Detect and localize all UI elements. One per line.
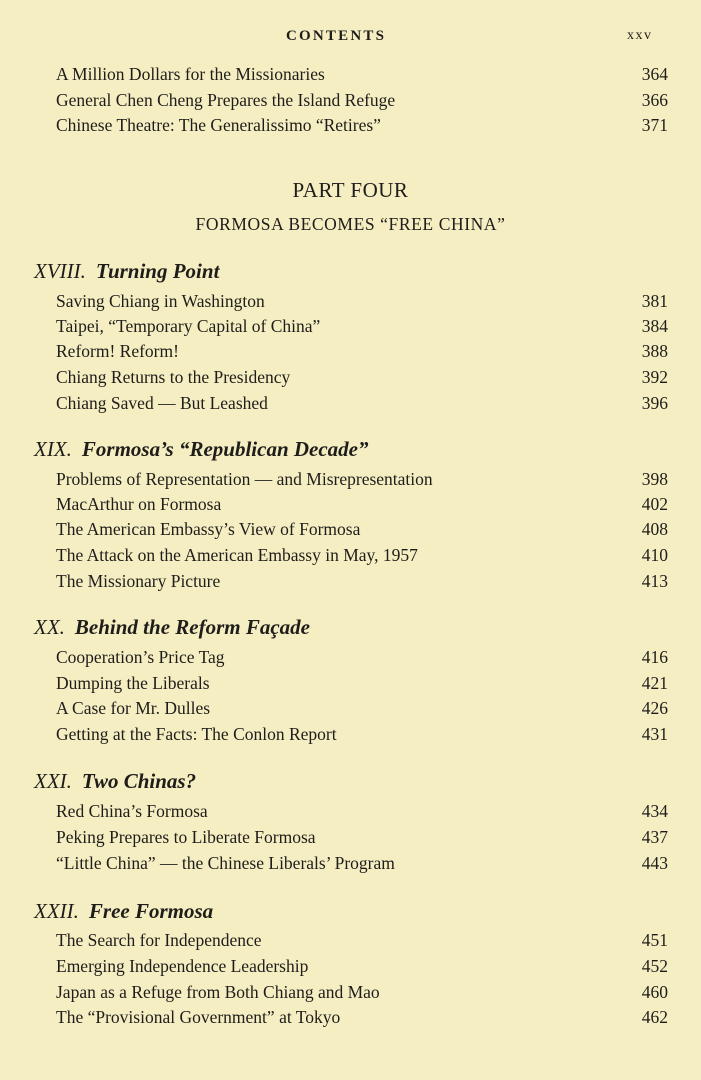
toc-entry-page: 388 (641, 341, 668, 361)
toc-entry-title: Chiang Returns to the Presidency (56, 367, 291, 387)
toc-entry-page: 462 (641, 1007, 668, 1027)
toc-entry-title: The American Embassy’s View of Formosa (56, 519, 361, 539)
toc-entry-title: Dumping the Liberals (56, 673, 210, 693)
toc-entry-title: The Missionary Picture (56, 571, 221, 591)
chapter-heading (34, 437, 369, 462)
toc-entry (56, 851, 668, 875)
chapter-name: Free Formosa (88, 899, 214, 923)
chapter-numeral: XXI. (34, 769, 72, 793)
toc-entry-page: 416 (641, 647, 668, 667)
chapter-heading (34, 769, 196, 794)
toc-entry-title: Problems of Representation — and Misrepresentation (56, 469, 433, 489)
toc-entry-page: 396 (641, 393, 668, 413)
toc-entry-page: 451 (641, 930, 668, 950)
toc-entry-page: 431 (641, 724, 668, 744)
running-head-title: CONTENTS (286, 28, 387, 44)
toc-entry-page: 437 (641, 827, 668, 847)
toc-entry-title: Reform! Reform! (56, 341, 179, 361)
toc-entry-page: 452 (641, 956, 668, 976)
running-head (0, 28, 701, 50)
toc-entry (56, 980, 668, 1004)
toc-entry-title: Chinese Theatre: The Generalissimo “Retires” (56, 115, 381, 135)
toc-entry-title: “Little China” — the Chinese Liberals’ Program (56, 853, 395, 873)
toc-entry-title: MacArthur on Formosa (56, 494, 222, 514)
chapter-name: Behind the Reform Façade (74, 615, 310, 639)
part-title: PART FOUR (292, 178, 409, 202)
toc-entry-page: 381 (641, 291, 668, 311)
toc-entry-page: 402 (641, 494, 668, 514)
toc-entry-page: 408 (641, 519, 668, 539)
toc-entry (56, 113, 668, 137)
toc-entry (56, 671, 668, 695)
toc-entry (56, 517, 668, 541)
toc-entry-page: 410 (641, 545, 668, 565)
toc-entry (56, 696, 668, 720)
toc-entry (56, 467, 668, 491)
toc-entry-title: The “Provisional Government” at Tokyo (56, 1007, 341, 1027)
toc-entry-title: Peking Prepares to Liberate Formosa (56, 827, 316, 847)
toc-entry-page: 443 (641, 853, 668, 873)
toc-entry-title: Taipei, “Temporary Capital of China” (56, 316, 321, 336)
chapter-name: Formosa’s “Republican Decade” (81, 437, 369, 461)
toc-entry (56, 339, 668, 363)
part-subtitle: FORMOSA BECOMES “FREE CHINA” (195, 214, 506, 234)
toc-entry (56, 645, 668, 669)
toc-entry (56, 799, 668, 823)
toc-entry (56, 1005, 668, 1029)
toc-entry-page: 460 (641, 982, 668, 1002)
toc-entry-title: Red China’s Formosa (56, 801, 208, 821)
toc-entry-page: 371 (641, 115, 668, 135)
chapter-numeral: XXII. (34, 899, 79, 923)
chapter-numeral: XVIII. (34, 259, 86, 283)
toc-entry-page: 398 (641, 469, 668, 489)
chapter-numeral: XIX. (34, 437, 72, 461)
toc-entry (56, 492, 668, 516)
running-head-page-number: xxv (627, 28, 653, 43)
toc-entry (56, 314, 668, 338)
toc-entry-page: 426 (641, 698, 668, 718)
toc-entry (56, 88, 668, 112)
toc-entry-page: 413 (641, 571, 668, 591)
toc-entry-title: A Million Dollars for the Missionaries (56, 64, 325, 84)
toc-entry (56, 928, 668, 952)
toc-entry-page: 384 (641, 316, 668, 336)
toc-entry (56, 365, 668, 389)
toc-entry-page: 366 (641, 90, 668, 110)
chapter-heading (34, 899, 213, 924)
chapter-heading (34, 259, 219, 284)
toc-entry-title: Cooperation’s Price Tag (56, 647, 225, 667)
toc-entry (56, 569, 668, 593)
chapter-numeral: XX. (34, 615, 65, 639)
toc-entry (56, 289, 668, 313)
chapter-name: Two Chinas? (81, 769, 197, 793)
toc-entry-page: 392 (641, 367, 668, 387)
toc-entry-page: 434 (641, 801, 668, 821)
toc-entry-title: A Case for Mr. Dulles (56, 698, 211, 718)
toc-entry-title: The Search for Independence (56, 930, 262, 950)
toc-entry-title: Chiang Saved — But Leashed (56, 393, 268, 413)
toc-entry-title: General Chen Cheng Prepares the Island Refuge (56, 90, 396, 110)
toc-entry-title: Emerging Independence Leadership (56, 956, 309, 976)
toc-entry (56, 391, 668, 415)
toc-entry-title: Japan as a Refuge from Both Chiang and Mao (56, 982, 380, 1002)
toc-entry (56, 825, 668, 849)
toc-entry (56, 543, 668, 567)
toc-entry (56, 62, 668, 86)
toc-entry-title: The Attack on the American Embassy in May, 1957 (56, 545, 418, 565)
toc-entry-page: 364 (641, 64, 668, 84)
chapter-heading (34, 615, 310, 640)
chapter-name: Turning Point (95, 259, 220, 283)
toc-entry (56, 722, 668, 746)
toc-entry-title: Saving Chiang in Washington (56, 291, 265, 311)
toc-entry-page: 421 (641, 673, 668, 693)
toc-entry-title: Getting at the Facts: The Conlon Report (56, 724, 337, 744)
toc-entry (56, 954, 668, 978)
